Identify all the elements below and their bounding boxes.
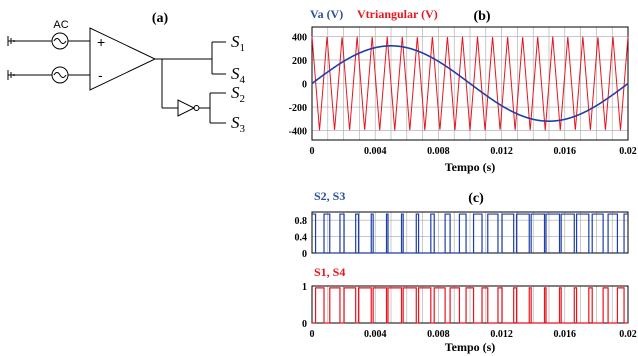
panel-label-b: (b) xyxy=(473,9,491,24)
panel-label-a: (a) xyxy=(151,11,169,26)
output-label-s4: $S_4$ xyxy=(231,64,245,86)
chart-c1-grid xyxy=(312,212,628,253)
plus-sign: + xyxy=(97,34,106,50)
x-tick-label: 0.008 xyxy=(427,329,450,340)
x-tick-label: 0.02 xyxy=(619,146,637,157)
chart-b-title-vtri: Vtriangular (V) xyxy=(357,7,438,21)
output-label-s1: $S_1$ xyxy=(231,32,245,54)
output-label-s3: $S_3$ xyxy=(231,113,245,135)
x-tick-label: 0 xyxy=(309,146,315,157)
x-tick-label: 0.012 xyxy=(490,146,513,157)
y-tick-label: 0 xyxy=(302,79,307,91)
output-label-s2: $S_2$ xyxy=(231,83,245,105)
chart-c1-y-ticks xyxy=(295,216,308,260)
x-tick-label: 0.012 xyxy=(490,329,513,340)
y-tick-label: -400 xyxy=(288,126,307,138)
minus-sign: - xyxy=(98,67,103,83)
chart-c2-legend: S1, S4 xyxy=(314,265,346,279)
y-tick-label: 0 xyxy=(302,319,307,330)
y-tick-label: 200 xyxy=(292,55,307,67)
output-wiring xyxy=(155,42,226,108)
chart-b-title-va: Va (V) xyxy=(310,7,344,21)
circuit-diagram xyxy=(8,11,246,135)
y-tick-label: 1 xyxy=(302,282,307,293)
x-tick-label: 0.008 xyxy=(427,146,450,157)
chart-c2-x-ticks xyxy=(310,329,637,340)
y-tick-label: 0.8 xyxy=(294,216,307,228)
x-tick-label: 0.016 xyxy=(553,146,577,157)
chart-b-y-ticks xyxy=(289,32,307,137)
chart-c2-xlabel: Tempo (s) xyxy=(444,340,496,354)
y-tick-label: 0.4 xyxy=(294,232,307,244)
chart-c1-legend: S2, S3 xyxy=(314,189,346,203)
panel-label-c: (c) xyxy=(468,191,484,206)
ac-source-label: AC xyxy=(53,19,69,31)
ground-symbol-top xyxy=(8,36,52,46)
chart-switching-signals xyxy=(295,189,637,354)
x-tick-label: 0 xyxy=(309,329,315,340)
x-tick-label: 0.02 xyxy=(619,329,637,340)
y-tick-label: -200 xyxy=(288,103,307,115)
chart-b-xlabel: Tempo (s) xyxy=(444,160,496,174)
chart-c2-grid xyxy=(312,286,628,323)
x-tick-label: 0.004 xyxy=(363,146,387,157)
chart-voltage-comparison xyxy=(289,7,637,174)
ac-source-bottom xyxy=(52,67,90,83)
chart-b-x-ticks xyxy=(310,146,637,157)
y-tick-label: 400 xyxy=(292,32,307,44)
ground-symbol-bottom xyxy=(8,70,52,80)
x-tick-label: 0.004 xyxy=(363,329,387,340)
x-tick-label: 0.016 xyxy=(553,329,577,340)
y-tick-label: 0 xyxy=(302,249,307,260)
ac-source-top xyxy=(52,33,90,49)
chart-c2-y-ticks xyxy=(302,282,307,330)
inverter-gate xyxy=(178,93,226,123)
